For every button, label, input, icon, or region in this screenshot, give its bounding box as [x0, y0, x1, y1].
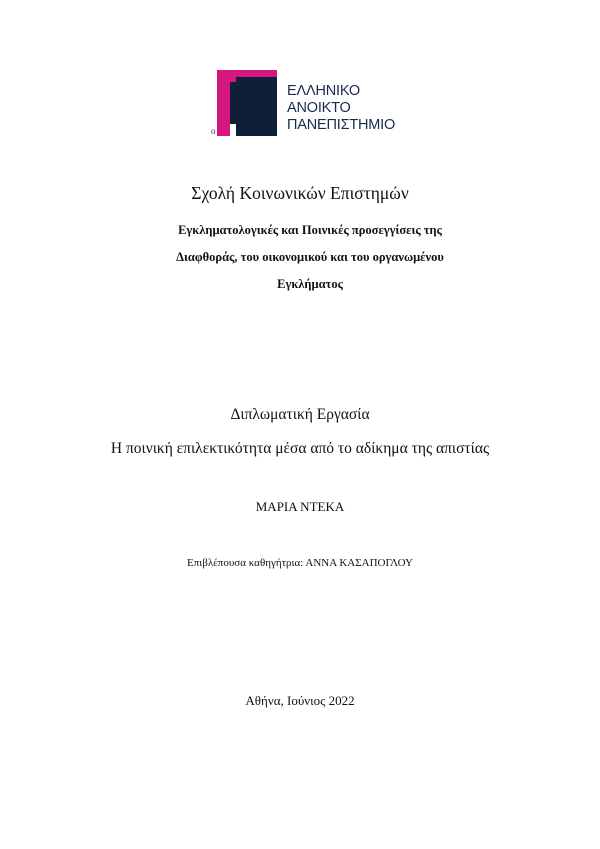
university-logo-icon — [217, 70, 277, 136]
school-name: Σχολή Κοινωνικών Επιστημών — [191, 183, 409, 203]
logo-line-3: ΠΑΝΕΠΙΣΤΗΜΙΟ — [287, 117, 396, 133]
stray-mark: o — [211, 126, 216, 136]
logo-line-1: ΕΛΛΗΝΙΚΟ — [287, 83, 360, 99]
program-line-3: Εγκλήματος — [277, 277, 343, 291]
logo-line-2: ΑΝΟΙΚΤΟ — [287, 100, 351, 116]
thesis-title: Η ποινική επιλεκτικότητα μέσα από το αδίκημα της απιστίας — [110, 440, 490, 457]
program-line-2: Διαφθοράς, του οικονομικού και του οργανωμένου — [176, 250, 444, 264]
logo-navy-strip — [230, 82, 236, 124]
logo-wordmark — [287, 83, 395, 134]
supervisor-line: Επιβλέπουσα καθηγήτρια: ΑΝΝΑ ΚΑΣΑΠΟΓΛΟΥ — [187, 557, 413, 569]
program-title — [140, 217, 480, 298]
document-type: Διπλωματική Εργασία — [230, 406, 370, 423]
program-line-1: Εγκληματολογικές και Ποινικές προσεγγίσεις της — [178, 223, 442, 237]
author-name: ΜΑΡΙΑ ΝΤΕΚΑ — [255, 499, 345, 514]
place-date: Αθήνα, Ιούνιος 2022 — [245, 693, 355, 708]
logo-navy-block — [236, 77, 277, 136]
